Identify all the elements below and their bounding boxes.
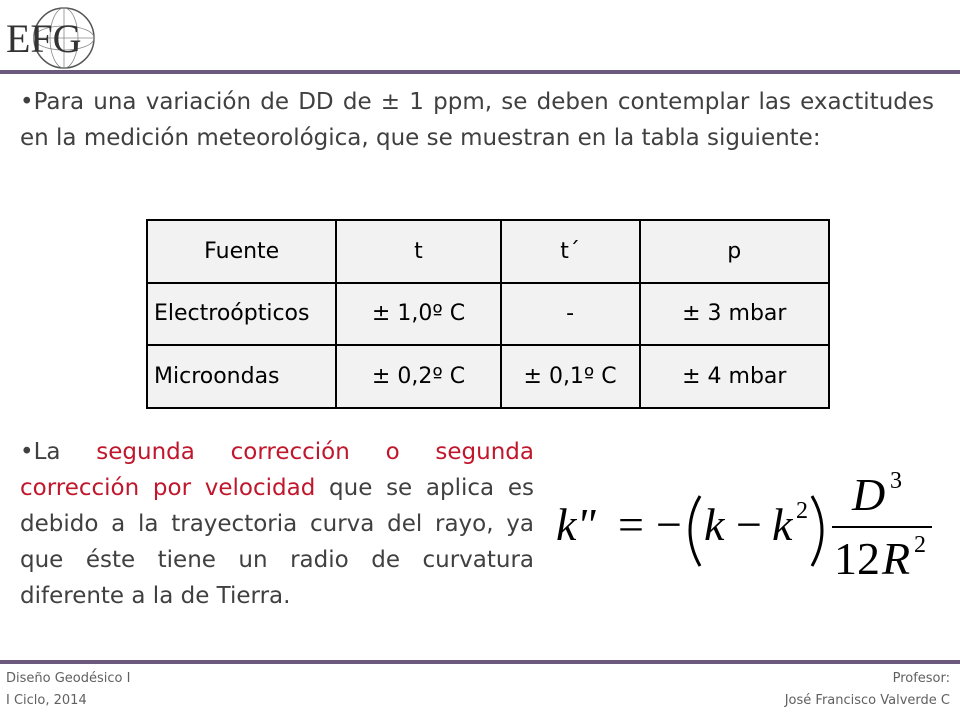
table-row	[147, 345, 829, 408]
footer-rule	[0, 660, 960, 664]
cell-t: ± 1,0º C	[336, 283, 500, 346]
formula-denominator-base: R	[882, 533, 911, 584]
formula-k-squared-exp: 2	[796, 498, 808, 524]
header-t-prime: t´	[501, 220, 640, 283]
professor-name: José Francisco Valverde C	[784, 693, 950, 708]
professor-label: Profesor:	[892, 671, 950, 686]
bullet: •	[20, 89, 34, 115]
cell-t: ± 0,2º C	[336, 345, 500, 408]
cell-source: Microondas	[147, 345, 336, 408]
correction-paragraph	[20, 434, 534, 614]
intro-paragraph	[20, 84, 934, 156]
formula-k-squared-base: k	[772, 499, 793, 550]
formula-minus: −	[656, 499, 682, 550]
logo-text: EFG	[6, 16, 82, 61]
formula-numerator-base: D	[852, 469, 886, 520]
cell-t-prime: ± 0,1º C	[501, 345, 640, 408]
formula-numerator-exp: 3	[890, 468, 902, 494]
intro-text: Para una variación de DD de ± 1 ppm, se deben contemplar las exactitudes en la medición meteorológica, que se muestran en la tabla siguiente:	[20, 89, 934, 151]
correction-rest: que se aplica es debido a la trayectoria curva del rayo, ya que éste tiene un radio de curvatura diferente a la de Tierra.	[20, 475, 534, 609]
cell-t-prime: -	[501, 283, 640, 346]
cell-p: ± 4 mbar	[640, 345, 829, 408]
left-paren	[690, 496, 700, 566]
formula-lhs: k"	[556, 499, 596, 550]
footer-right	[785, 668, 950, 712]
correction-highlight: segunda corrección o segunda corrección por velocidad	[20, 439, 534, 501]
formula-equals: =	[618, 499, 644, 550]
header-rule	[0, 70, 960, 74]
accuracy-table	[146, 219, 830, 409]
cell-p: ± 3 mbar	[640, 283, 829, 346]
footer-left	[6, 668, 130, 712]
formula-denominator-exp: 2	[914, 532, 926, 558]
course-term: I Ciclo, 2014	[6, 693, 87, 708]
table-header-row	[147, 220, 829, 283]
course-name: Diseño Geodésico I	[6, 671, 131, 686]
correction-lead: La	[33, 439, 97, 465]
formula-op: −	[736, 499, 762, 550]
bullet: •	[20, 439, 34, 465]
formula-k: k	[704, 499, 725, 550]
second-velocity-correction-formula	[552, 460, 942, 590]
formula-denominator-coef: 12	[834, 533, 880, 584]
right-paren	[812, 496, 822, 566]
table-row	[147, 283, 829, 346]
header-p: p	[640, 220, 829, 283]
header-t: t	[336, 220, 500, 283]
header-fuente: Fuente	[147, 220, 336, 283]
cell-source: Electroópticos	[147, 283, 336, 346]
efg-logo	[4, 2, 116, 72]
